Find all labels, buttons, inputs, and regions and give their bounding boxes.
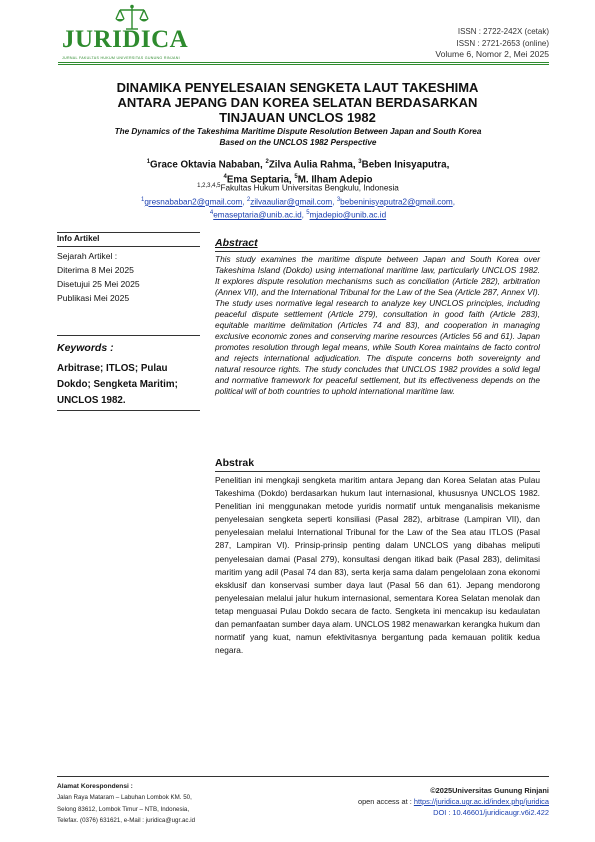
keywords-list: Arbitrase; ITLOS; Pulau Dokdo; Sengketa Maritim; UNCLOS 1982. (57, 363, 178, 406)
volume-info: Volume 6, Nomor 2, Mei 2025 (435, 49, 549, 59)
open-access-label: open access at : (357, 797, 414, 806)
copyright: ©2025Universitas Gunung Rinjani (430, 786, 549, 795)
email-link[interactable]: bebeninisyaputra2@gmail.com (340, 197, 453, 207)
title-line: DINAMIKA PENYELESAIAN SENGKETA LAUT TAKESHIMA (116, 80, 479, 95)
email-link[interactable]: mjadepio@unib.ac.id (309, 210, 387, 220)
address-line: Jalan Raya Mataram – Labuhan Lombok KM. 50, (57, 794, 192, 802)
email-sep: , (242, 197, 247, 207)
affiliation (58, 183, 538, 193)
affiliation-text: Fakultas Hukum Universitas Bengkulu, Indonesia (220, 183, 399, 193)
history-received: Diterima 8 Mei 2025 (57, 265, 134, 275)
journal-logo: JURIDICA (62, 26, 189, 53)
title-line: ANTARA JEPANG DAN KOREA SELATAN BERDASARKAN (117, 95, 478, 110)
author-index: 3 (358, 159, 362, 165)
author-name: Grace Oktavia Nababan, (150, 159, 266, 171)
affiliation-index: 1,2,3,4,5 (197, 183, 221, 189)
doi[interactable]: DOI : 10.46601/juridicaugr.v6i2.422 (433, 808, 549, 817)
info-heading: Info Artikel (57, 234, 100, 243)
abstrak-heading: Abstrak (215, 457, 255, 469)
author-index: 4 (223, 174, 227, 181)
abstrak-text: Penelitian ini mengkaji sengketa maritim antara Jepang dan Korea Selatan atas Pulau Takeshima (Dokdo) berdasarkan hukum laut internasional, khususnya UNCLOS 1982. Penelitian ini menggunakan metode yuridis normatif untuk menganalisis mekanisme penyelesaian sengketa seperti konsiliasi (Pasal 282), arbitrase (Lampiran VII), dan penyelesaian melalui International Tribunal for the Law of the Sea atau ITLOS (Pasal 287, Lampiran VI). Prinsip-prinsip penting dalam UNCLOS yang dibahas meliputi penyelesaian damai (Pasal 279), konsultasi dengan itikad baik (Pasal 283), delimitasi maritim yang adil (Pasal 74 dan 83), serta kerja sama dalam pengelolaan zona ekonomi eksklusif dan konservasi sumber daya laut (Pasal 56 dan 61). Jepang mendorong penyelesaian melalui jalur hukum internasional, sementara Korea Selatan menolak dan tetap menguasai Pulau Dokdo secara de facto. Sengketa ini mencakup isu kedaulatan dan pemanfaatan sumber daya alam. UNCLOS 1982 menawarkan kerangka hukum dan normatif yang kuat, namun efektivitasnya bergantung pada kemauan politik kedua negara. (215, 475, 540, 656)
address-line: Telefax. (0376) 631621, e-Mail : juridica@ugr.ac.id (57, 816, 196, 824)
info-divider-top (57, 232, 200, 233)
title-line: TINJAUAN UNCLOS 1982 (219, 110, 376, 125)
subtitle-line: Based on the UNCLOS 1982 Perspective (219, 138, 377, 147)
email-line (58, 195, 538, 208)
open-access (358, 796, 549, 807)
email-index: 4 (209, 210, 214, 217)
address-line: Selong 83612, Lombok Timur – NTB, Indonesia, (57, 805, 190, 813)
history-published: Publikasi Mei 2025 (57, 293, 130, 303)
author-name: Zilva Aulia Rahma, (268, 159, 359, 171)
author-name: Ema Septaria, (226, 174, 295, 186)
open-access-link[interactable]: https://juridica.ugr.ac.id/index.php/juridica (413, 797, 549, 806)
history-approved: Disetujui 25 Mei 2025 (57, 279, 140, 289)
email-sep: , (332, 197, 337, 207)
abstract-text: This study examines the maritime dispute between Japan and South Korea over Takeshima Island (Dokdo) using international maritime law, particularly UNCLOS 1982. It explores dispute resolution mechanisms such as conciliation (Article 282), arbitration (Annex VII), and the International Tribunal for the Law of the Sea (Article 287, Annex VI). The study uses normative legal research to analyze key UNCLOS principles, including peaceful dispute settlement (Article 279), consultation in good faith (Article 283), equitable maritime delimitation (Articles 74 and 83), and cooperation in managing exclusive economic zones and conserving marine resources (Articles 56 and 61). Japan promotes resolution through legal means, while South Korea maintains de facto control and rejects international adjudication. The dispute concerns both sovereignty and natural resource rights. The study concludes that UNCLOS 1982 provides a solid legal and normative framework for peaceful settlement, but its effectiveness depends on the political will of both countries to uphold international maritime law. (215, 254, 540, 396)
email-index: 3 (336, 197, 341, 203)
author-name: Beben Inisyaputra, (361, 159, 450, 171)
email-line (58, 208, 538, 221)
footer-divider (57, 776, 549, 777)
journal-logo-subtitle: JURNAL FAKULTAS HUKUM UNIVERSITAS GUNUNG RINJANI (62, 56, 180, 60)
correspondence-address (57, 781, 195, 826)
issn-online: ISSN : 2721-2653 (online) (456, 38, 549, 48)
author-emails (58, 195, 538, 221)
email-link[interactable]: emaseptaria@unib.ac.id (213, 210, 302, 220)
correspondence-label: Alamat Korespondensi : (57, 783, 133, 790)
header-divider (58, 62, 549, 63)
keywords-heading: Keywords : (57, 342, 114, 354)
issn-print: ISSN : 2722-242X (cetak) (457, 27, 549, 36)
journal-meta (435, 26, 549, 61)
article-title (50, 80, 545, 125)
email-sep: , (301, 210, 307, 220)
article-history (57, 249, 197, 305)
author-index: 1 (146, 159, 151, 165)
email-link[interactable]: gresnababan2@gmail.com (144, 197, 243, 207)
abstract-divider (215, 251, 540, 252)
email-index: 5 (306, 210, 310, 217)
article-subtitle (58, 126, 538, 148)
info-divider (57, 246, 200, 247)
subtitle-line: The Dynamics of the Takeshima Maritime Dispute Resolution Between Japan and South Korea (114, 127, 482, 136)
author-name: M. Ilham Adepio (297, 174, 373, 186)
author-index: 2 (265, 159, 269, 165)
email-index: 1 (141, 197, 145, 203)
keywords-divider (57, 335, 200, 336)
footer-publisher (358, 785, 549, 818)
email-link[interactable]: zilvaauliar@gmail.com (250, 197, 333, 207)
abstrak-divider (215, 471, 540, 472)
email-sep: , (452, 197, 455, 207)
author-line (58, 156, 538, 171)
keywords-divider-bottom (57, 410, 200, 411)
author-index: 5 (294, 174, 298, 181)
history-label: Sejarah Artikel : (57, 251, 118, 261)
abstract-heading: Abstract (215, 237, 258, 249)
author-list (58, 156, 538, 187)
email-index: 2 (246, 197, 251, 203)
header-divider-thin (58, 64, 549, 65)
